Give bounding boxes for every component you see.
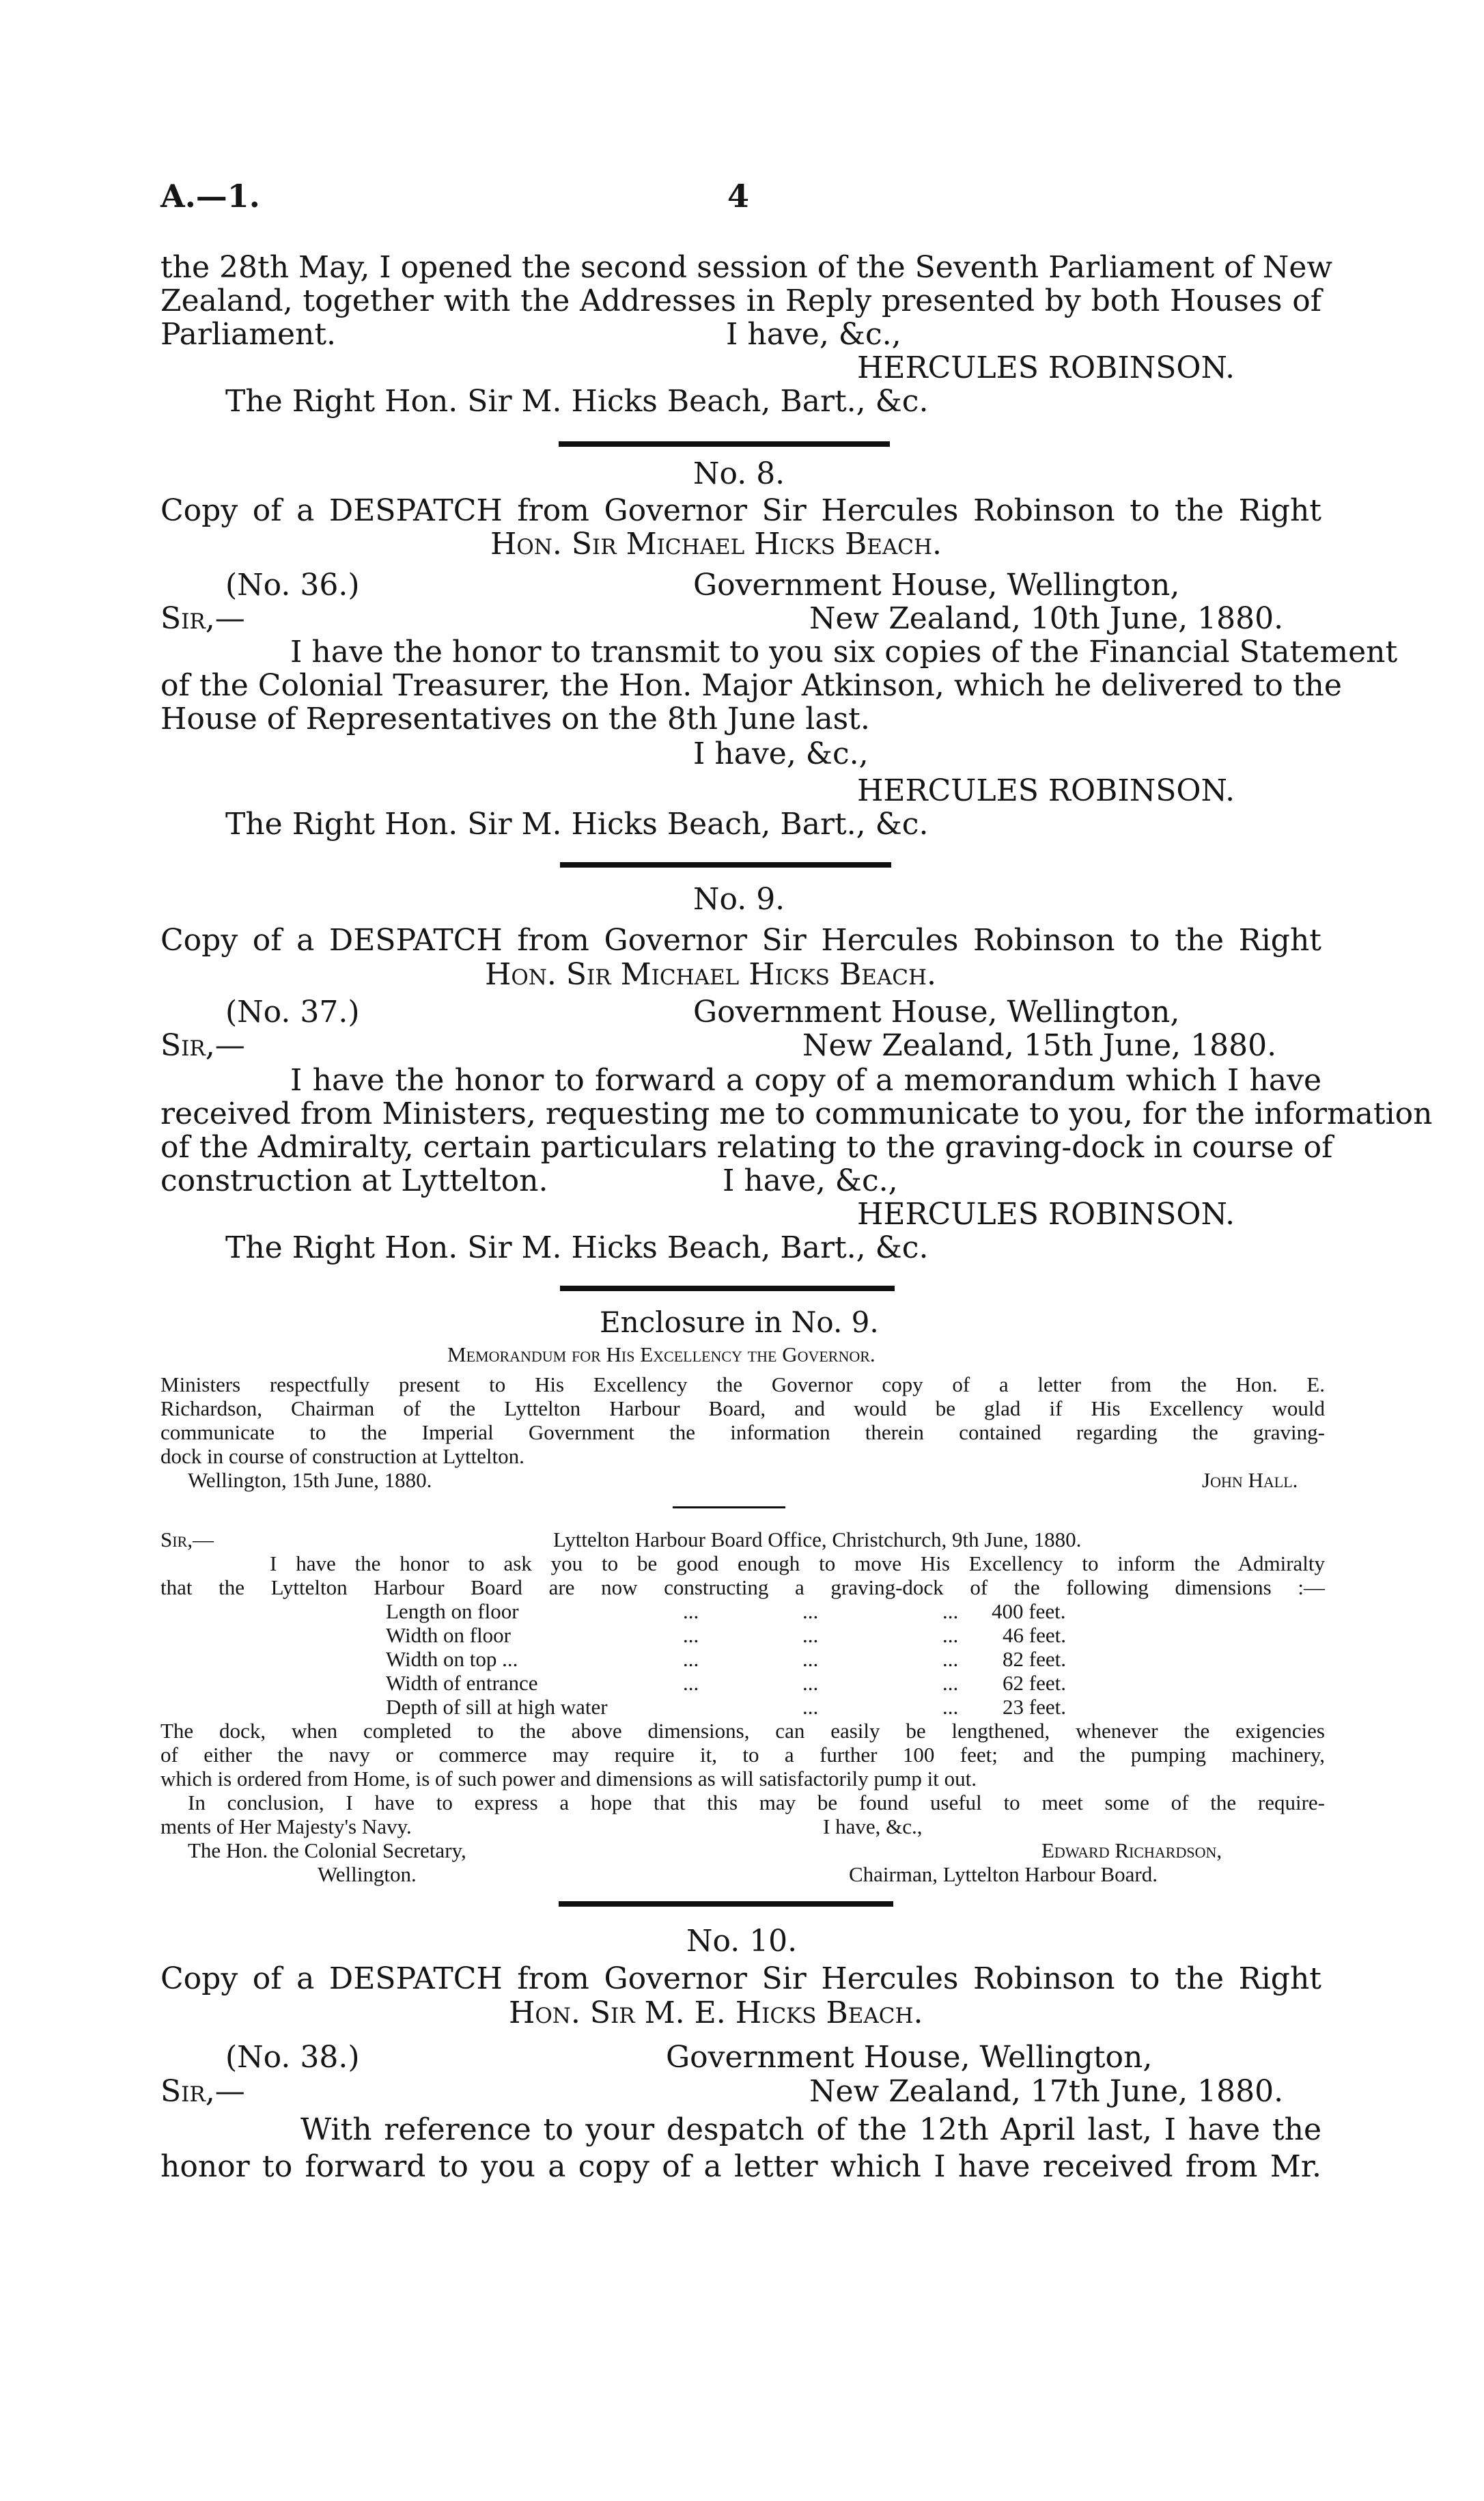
letter-have: I have, &c.,: [823, 1814, 923, 1838]
letter-signer: Edward Richardson,: [1041, 1838, 1222, 1862]
dimension-value: 23 feet.: [1003, 1695, 1066, 1719]
memo-signature: John Hall.: [1202, 1468, 1298, 1492]
despatch-8-have: I have, &c.,: [693, 736, 869, 771]
dimension-label: Width on floor: [386, 1623, 512, 1647]
despatch-8-body-line-2: of the Colonial Treasurer, the Hon. Major Atkinson, which he delivered to the: [160, 668, 1342, 703]
despatch-8-salutation: Sir,—: [160, 601, 245, 636]
dimension-label: Width of entrance: [386, 1671, 538, 1695]
opening-line-2: Zealand, together with the Addresses in Reply presented by both Houses of: [160, 284, 1321, 318]
despatch-8-signature: HERCULES ROBINSON.: [857, 773, 1235, 808]
despatch-8-title-line-2: Hon. Sir Michael Hicks Beach.: [490, 527, 942, 562]
document-reference: A.—1.: [160, 178, 260, 215]
letter-after-line-2: of either the navy or commerce may require it, to a further 100 feet; and the pumping machinery,: [160, 1743, 1325, 1767]
letter-line-2: that the Lyttelton Harbour Board are now constructing a graving-dock of the following dimensions :—: [160, 1575, 1325, 1599]
section-divider: [559, 441, 890, 447]
memo-divider: [673, 1506, 785, 1508]
section-divider: [559, 1901, 893, 1907]
despatch-9-ref: (No. 37.): [225, 995, 360, 1030]
dimension-label: Depth of sill at high water: [386, 1695, 608, 1719]
page-number: 4: [727, 178, 750, 215]
dimension-value: 82 feet.: [1003, 1647, 1066, 1671]
letter-after-line-3: which is ordered from Home, is of such power and dimensions as will satisfactorily pump it out.: [160, 1767, 977, 1791]
despatch-9-addressee: The Right Hon. Sir M. Hicks Beach, Bart., &c.: [225, 1230, 929, 1265]
despatch-9-salutation: Sir,—: [160, 1028, 245, 1063]
dimension-value: 400 feet.: [992, 1599, 1066, 1623]
dimension-value: 46 feet.: [1003, 1623, 1066, 1647]
opening-signature: HERCULES ROBINSON.: [857, 350, 1235, 385]
despatch-9-have: I have, &c.,: [723, 1163, 898, 1198]
leader-dots: ...: [683, 1647, 699, 1671]
despatch-number-10: No. 10.: [686, 1924, 798, 1959]
dimension-label: Width on top ...: [386, 1647, 518, 1671]
letter-conclusion-line-2: ments of Her Majesty's Navy.: [160, 1814, 412, 1838]
despatch-8-addressee: The Right Hon. Sir M. Hicks Beach, Bart., &c.: [225, 807, 929, 842]
letter-after-line-1: The dock, when completed to the above dimensions, can easily be lengthened, whenever the exigencies: [160, 1719, 1325, 1743]
leader-dots: ...: [802, 1695, 819, 1719]
despatch-10-date: New Zealand, 17th June, 1880.: [809, 2074, 1284, 2109]
memo-line-4: dock in course of construction at Lyttelton.: [160, 1444, 524, 1468]
despatch-9-place: Government House, Wellington,: [693, 995, 1180, 1030]
despatch-10-ref: (No. 38.): [225, 2040, 360, 2075]
opening-addressee: The Right Hon. Sir M. Hicks Beach, Bart., &c.: [225, 384, 929, 419]
despatch-8-ref: (No. 36.): [225, 568, 360, 603]
leader-dots: ...: [802, 1599, 819, 1623]
despatch-9-title-line-2: Hon. Sir Michael Hicks Beach.: [485, 957, 937, 992]
despatch-9-title-line-1: Copy of a DESPATCH from Governor Sir Hercules Robinson to the Right: [160, 923, 1321, 958]
dimension-label: Length on floor: [386, 1599, 519, 1623]
letter-salutation: Sir,—: [160, 1528, 214, 1551]
memo-line-2: Richardson, Chairman of the Lyttelton Harbour Board, and would be glad if His Excellency would: [160, 1396, 1325, 1420]
letter-recipient: The Hon. the Colonial Secretary,: [188, 1838, 466, 1862]
despatch-9-signature: HERCULES ROBINSON.: [857, 1197, 1235, 1232]
letter-place: Lyttelton Harbour Board Office, Christchurch, 9th June, 1880.: [553, 1528, 1082, 1551]
despatch-9-body-line-3: of the Admiralty, certain particulars relating to the graving-dock in course of: [160, 1130, 1333, 1165]
despatch-10-title-line-1: Copy of a DESPATCH from Governor Sir Hercules Robinson to the Right: [160, 1961, 1321, 1996]
leader-dots: ...: [942, 1599, 959, 1623]
memo-line-3: communicate to the Imperial Government the information therein contained regarding the graving-: [160, 1420, 1325, 1444]
despatch-number-8: No. 8.: [693, 456, 785, 491]
despatch-9-date: New Zealand, 15th June, 1880.: [802, 1028, 1277, 1063]
despatch-9-body-line-1: I have the honor to forward a copy of a memorandum which I have: [290, 1063, 1321, 1098]
leader-dots: ...: [942, 1647, 959, 1671]
leader-dots: ...: [683, 1623, 699, 1647]
despatch-number-9: No. 9.: [693, 882, 785, 917]
leader-dots: ...: [802, 1623, 819, 1647]
dimension-value: 62 feet.: [1003, 1671, 1066, 1695]
leader-dots: ...: [802, 1671, 819, 1695]
despatch-8-place: Government House, Wellington,: [693, 568, 1180, 603]
despatch-9-body-line-2: received from Ministers, requesting me to communicate to you, for the information: [160, 1096, 1433, 1131]
opening-line-1: the 28th May, I opened the second session of the Seventh Parliament of New: [160, 250, 1333, 285]
memorandum-title: Memorandum for His Excellency the Governor.: [447, 1342, 876, 1366]
leader-dots: ...: [683, 1599, 699, 1623]
despatch-10-body-line-1: With reference to your despatch of the 12th April last, I have the: [300, 2112, 1321, 2147]
leader-dots: ...: [942, 1695, 959, 1719]
despatch-8-body-line-1: I have the honor to transmit to you six copies of the Financial Statement: [290, 635, 1398, 669]
leader-dots: ...: [942, 1671, 959, 1695]
despatch-10-place: Government House, Wellington,: [666, 2040, 1153, 2075]
section-divider: [560, 1286, 895, 1291]
despatch-8-date: New Zealand, 10th June, 1880.: [809, 601, 1284, 636]
leader-dots: ...: [942, 1623, 959, 1647]
letter-signer-title: Chairman, Lyttelton Harbour Board.: [849, 1862, 1158, 1886]
opening-line-3: Parliament.: [160, 317, 337, 352]
letter-line-1: I have the honor to ask you to be good enough to move His Excellency to inform the Admiralty: [270, 1551, 1325, 1575]
memo-line-1: Ministers respectfully present to His Excellency the Governor copy of a letter from the Hon. E.: [160, 1372, 1325, 1396]
enclosure-title: Enclosure in No. 9.: [600, 1305, 879, 1339]
section-divider: [560, 862, 891, 868]
despatch-9-body-line-4: construction at Lyttelton.: [160, 1163, 548, 1198]
despatch-8-title-line-1: Copy of a DESPATCH from Governor Sir Hercules Robinson to the Right: [160, 493, 1321, 528]
despatch-10-title-line-2: Hon. Sir M. E. Hicks Beach.: [509, 1995, 923, 2030]
despatch-8-body-line-3: House of Representatives on the 8th June last.: [160, 702, 870, 736]
leader-dots: ...: [683, 1671, 699, 1695]
letter-recipient-place: Wellington.: [318, 1862, 417, 1886]
despatch-10-salutation: Sir,—: [160, 2074, 245, 2109]
opening-have: I have, &c.,: [726, 317, 901, 352]
letter-conclusion-line-1: In conclusion, I have to express a hope that this may be found useful to meet some of the require-: [188, 1791, 1325, 1814]
memo-place: Wellington, 15th June, 1880.: [188, 1468, 432, 1492]
leader-dots: ...: [802, 1647, 819, 1671]
despatch-10-body-line-2: honor to forward to you a copy of a letter which I have received from Mr.: [160, 2149, 1321, 2184]
